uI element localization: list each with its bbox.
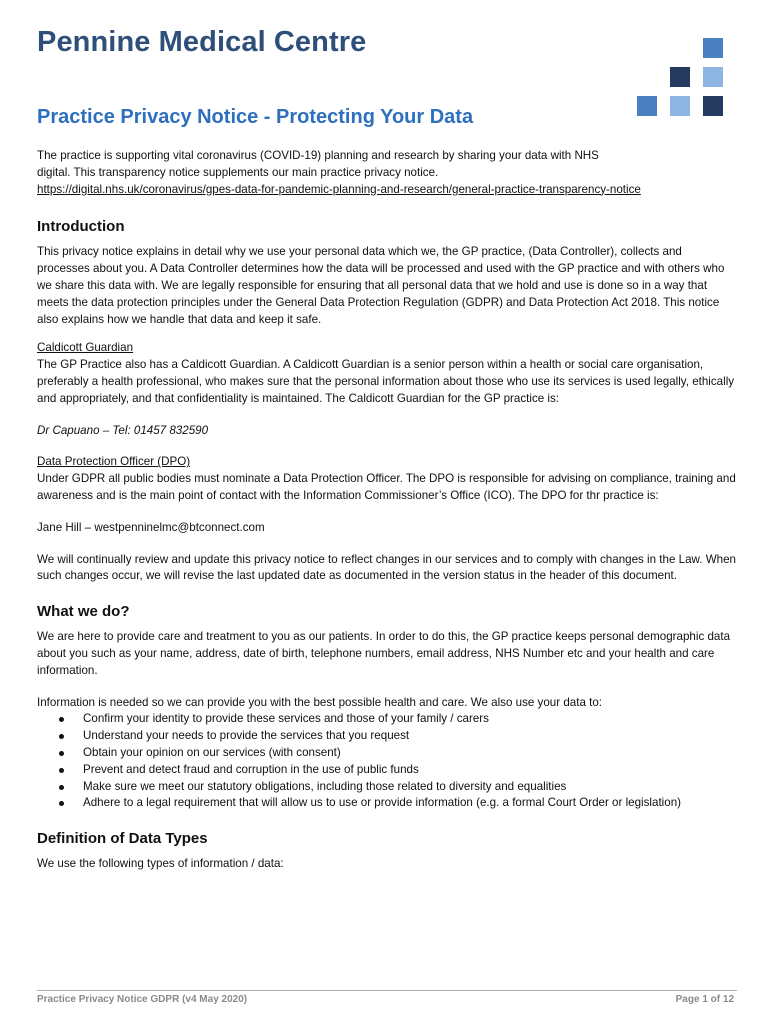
list-item: Prevent and detect fraud and corruption in the use of public funds <box>37 762 737 779</box>
bullet-icon <box>59 785 64 790</box>
bullet-icon <box>59 717 64 722</box>
what-we-do-heading: What we do? <box>37 603 130 621</box>
covid-notice-line: The practice is supporting vital coronavirus (COVID-19) planning and research by sharing your data with NHS <box>37 149 599 162</box>
data-types-intro: We use the following types of information / data: <box>37 857 284 871</box>
logo-square <box>703 38 723 58</box>
covid-notice-line: digital. This transparency notice supplements our main practice privacy notice. <box>37 165 439 179</box>
list-item: Adhere to a legal requirement that will allow us to use or provide information (e.g. a formal Court Order or legislation) <box>37 795 737 812</box>
logo-square <box>703 96 723 116</box>
transparency-notice-link[interactable]: https://digital.nhs.uk/coronavirus/gpes-data-for-pandemic-planning-and-research/general-practice-transparency-notice <box>37 182 641 196</box>
list-item: Confirm your identity to provide these services and those of your family / carers <box>37 711 737 728</box>
footer-document-version: Practice Privacy Notice GDPR (v4 May 2020) <box>37 994 248 1005</box>
data-use-list <box>37 711 737 812</box>
logo-square <box>703 67 723 87</box>
dpo-contact: Jane Hill – westpenninelmc@btconnect.com <box>37 520 265 534</box>
bullet-icon <box>59 768 64 773</box>
footer-divider <box>37 990 737 991</box>
dpo-heading: Data Protection Officer (DPO) <box>37 455 191 469</box>
list-item: Understand your needs to provide the services that you request <box>37 728 737 745</box>
caldicott-contact: Dr Capuano – Tel: 01457 832590 <box>37 423 209 437</box>
bullet-icon <box>59 734 64 739</box>
review-paragraph: We will continually review and update this privacy notice to reflect changes in our services and to comply with changes in the Law. When such changes occur, we will revise the last updated date as documented in the version status in the header of this document. <box>37 552 736 583</box>
what-we-do-paragraph: We are here to provide care and treatment to you as our patients. In order to do this, the GP practice keeps personal demographic data about you such as your name, address, date of birth, telephone numbers, email address, NHS Number etc and your health and care information. <box>37 630 731 677</box>
bullet-icon <box>59 751 64 756</box>
caldicott-heading: Caldicott Guardian <box>37 341 134 355</box>
logo-square <box>670 67 690 87</box>
bullet-icon <box>59 801 64 806</box>
logo-square <box>670 96 690 116</box>
data-use-intro: Information is needed so we can provide you with the best possible health and care. We also use your data to: <box>37 695 602 709</box>
organisation-title: Pennine Medical Centre <box>37 26 367 58</box>
footer-page-number: Page 1 of 12 <box>675 994 734 1005</box>
dpo-paragraph: Under GDPR all public bodies must nominate a Data Protection Officer. The DPO is responsible for advising on compliance, training and awareness and is the main point of contact with the Information Commissioner’s Office (ICO). The DPO for thr practice is: <box>37 472 736 502</box>
introduction-heading: Introduction <box>37 218 125 236</box>
logo-square <box>637 96 657 116</box>
list-item: Obtain your opinion on our services (with consent) <box>37 745 737 762</box>
introduction-paragraph: This privacy notice explains in detail why we use your personal data which we, the GP practice, (Data Controller), collects and processes about you. A Data Controller determines how the data will be processed and used with the GP practice and with others who we share this data with. We are legally responsible for ensuring that all personal data that we hold and use is done so in a way that meets the data protection principles under the General Data Protection Regulation (GDPR) and Data Protection Act 2018. This notice also explains how we handle that data and keep it safe. <box>37 245 725 326</box>
data-types-heading: Definition of Data Types <box>37 830 208 848</box>
list-item: Make sure we meet our statutory obligations, including those related to diversity and equalities <box>37 779 737 796</box>
notice-title: Practice Privacy Notice - Protecting Your Data <box>37 106 474 128</box>
document-body <box>37 148 737 873</box>
caldicott-paragraph: The GP Practice also has a Caldicott Guardian. A Caldicott Guardian is a senior person within a health or social care organisation, preferably a health professional, who makes sure that the personal information about those who use its services is used legally, ethically and appropriately, and that confidentiality is maintained. The Caldicott Guardian for the GP practice is: <box>37 358 735 405</box>
